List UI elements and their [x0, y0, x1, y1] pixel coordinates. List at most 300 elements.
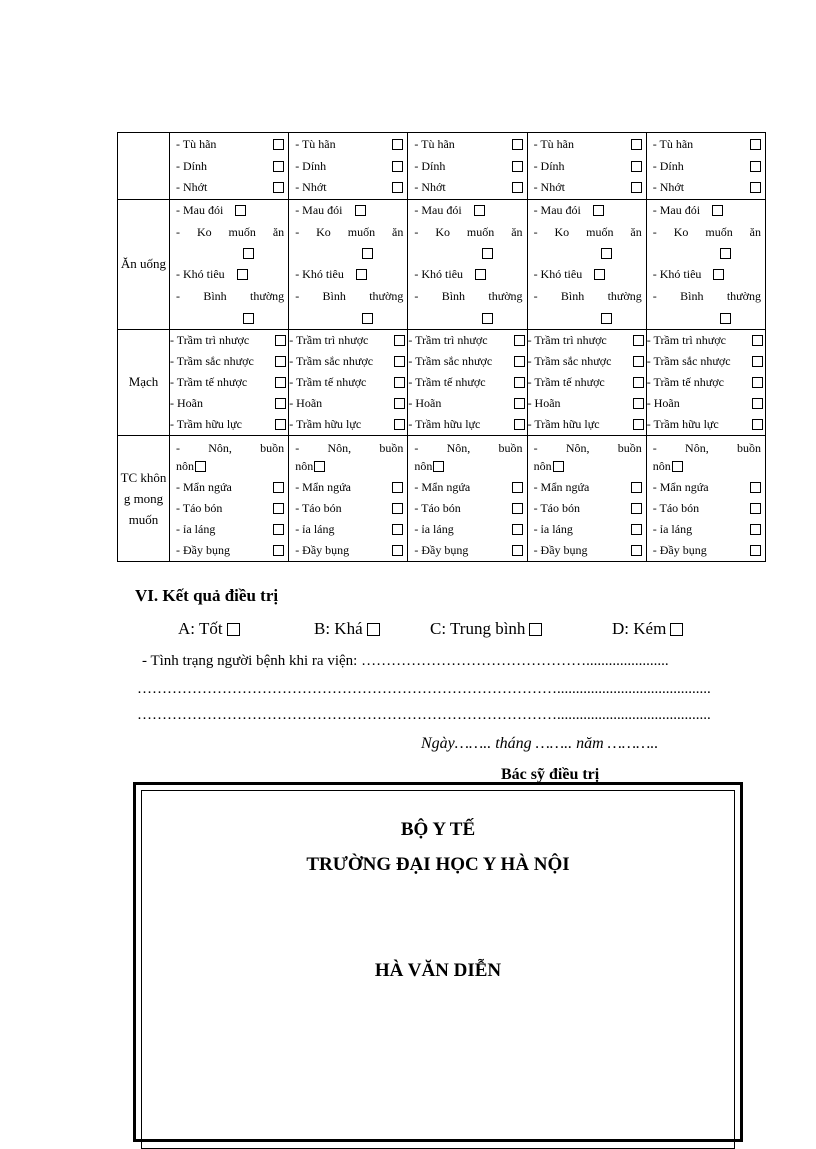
checkbox[interactable] [433, 461, 444, 472]
checkbox-option[interactable] [295, 540, 403, 561]
option-label: - Nhớt [652, 180, 685, 195]
checkbox[interactable] [482, 248, 493, 259]
checkbox-option[interactable] [295, 477, 403, 498]
checkbox[interactable] [512, 524, 523, 535]
option-label: - Trầm tế nhược [170, 374, 248, 389]
option-label: - Nhớt [176, 180, 208, 195]
checkbox-option[interactable] [653, 177, 761, 199]
word: - [176, 440, 180, 455]
checkbox-option[interactable] [176, 540, 284, 561]
checkbox-option[interactable] [414, 264, 522, 286]
checkbox[interactable] [752, 377, 763, 388]
checkbox-option[interactable] [653, 200, 761, 222]
checkbox[interactable] [593, 205, 604, 216]
checkbox[interactable] [750, 524, 761, 535]
option-label: - ỉa láng [414, 521, 454, 536]
grade-fair-label: B: Khá [314, 619, 363, 638]
grade-poor-label: D: Kém [612, 619, 667, 638]
checkbox-option[interactable] [176, 519, 284, 540]
checkbox-option[interactable] [534, 134, 642, 156]
checkbox-option[interactable] [653, 134, 761, 156]
checkbox[interactable] [512, 182, 523, 193]
checkbox-option[interactable] [414, 477, 522, 498]
checkbox[interactable] [752, 356, 763, 367]
checkbox-option[interactable] [289, 351, 405, 372]
checkbox[interactable] [631, 139, 642, 150]
checkbox[interactable] [631, 545, 642, 556]
table-cell [646, 133, 765, 200]
checkbox[interactable] [750, 139, 761, 150]
doctor-signature-label: Bác sỹ điều trị [501, 766, 600, 783]
checkbox[interactable] [672, 461, 683, 472]
checkbox[interactable] [362, 248, 373, 259]
checkbox[interactable] [275, 335, 286, 346]
checkbox[interactable] [514, 335, 525, 346]
checkbox[interactable] [367, 623, 380, 636]
checkbox[interactable] [392, 524, 403, 535]
checkbox-option[interactable] [653, 477, 761, 498]
checkbox[interactable] [720, 313, 731, 324]
checkbox-option[interactable] [414, 134, 522, 156]
option-label: - Trầm sắc nhược [289, 353, 374, 368]
option-label: - Trầm trì nhược [170, 332, 250, 347]
checkbox-option[interactable] [653, 286, 761, 308]
checkbox[interactable] [275, 377, 286, 388]
option-label: - Trầm hữu lực [646, 416, 719, 431]
option-label: nôn [176, 458, 194, 473]
word: - [533, 289, 538, 303]
checkbox[interactable] [633, 419, 644, 430]
checkbox-option[interactable] [176, 221, 284, 243]
checkbox[interactable] [356, 269, 367, 280]
checkbox-option[interactable] [534, 519, 642, 540]
checkbox[interactable] [529, 623, 542, 636]
checkbox-option[interactable] [295, 498, 403, 519]
checkbox[interactable] [514, 377, 525, 388]
option-label: - Trầm tế nhược [527, 374, 605, 389]
word: - [176, 224, 180, 239]
discharge-status-line: - Tình trạng người bệnh khi ra viện: ………………………………………...................... [142, 653, 669, 669]
checkbox-option[interactable] [170, 330, 286, 351]
option-label: - Trầm sắc nhược [170, 353, 254, 368]
checkbox[interactable] [631, 524, 642, 535]
word: - [295, 289, 300, 303]
grade-good-label: A: Tốt [178, 619, 223, 638]
grade-poor[interactable] [612, 619, 683, 639]
checkbox[interactable] [273, 545, 284, 556]
checkbox-option[interactable] [408, 393, 524, 414]
option-label: - Trầm hữu lực [408, 416, 481, 431]
checkbox[interactable] [631, 482, 642, 493]
table-cell [170, 199, 289, 329]
option-label: - Hoãn [527, 395, 561, 410]
word: Ko [673, 224, 689, 239]
checkbox-option[interactable] [289, 414, 405, 435]
checkbox-option[interactable] [653, 498, 761, 519]
checkbox[interactable] [273, 139, 284, 150]
checkbox-option[interactable] [176, 156, 284, 178]
option-label: - Mau đói [176, 202, 224, 217]
word: Nôn, [327, 440, 352, 455]
checkbox-option[interactable] [408, 330, 524, 351]
checkbox-option[interactable] [176, 477, 284, 498]
option-label: - Khó tiêu [295, 267, 344, 282]
checkbox[interactable] [631, 182, 642, 193]
option-label: - Trầm trì nhược [289, 332, 369, 347]
checkbox[interactable] [752, 335, 763, 346]
word: Bình [322, 289, 346, 303]
checkbox-option[interactable] [295, 221, 403, 243]
checkbox-option[interactable] [295, 519, 403, 540]
option-label: - Táo bón [295, 500, 342, 515]
table-cell [289, 133, 408, 200]
checkbox-option[interactable] [176, 498, 284, 519]
checkbox-option[interactable] [647, 351, 763, 372]
table-cell [527, 133, 646, 200]
option-label: - Táo bón [533, 500, 580, 515]
option-label: - Tù hãn [533, 137, 574, 152]
option-label: - ỉa láng [652, 521, 693, 536]
option-label: - Mau đói [652, 202, 701, 217]
table-cell [289, 329, 408, 435]
checkbox[interactable] [355, 205, 366, 216]
checkbox-option[interactable] [534, 540, 642, 561]
checkbox-option[interactable] [289, 330, 405, 351]
table-cell [408, 435, 527, 562]
checkbox[interactable] [713, 269, 724, 280]
checkbox-option[interactable] [289, 393, 405, 414]
checkbox-option[interactable] [653, 436, 761, 456]
row-label: Ăn uống [118, 199, 170, 329]
option-label: - Khó tiêu [176, 267, 225, 282]
option-label: - Trầm hữu lực [289, 416, 362, 431]
checkbox[interactable] [273, 161, 284, 172]
checkbox[interactable] [243, 248, 254, 259]
option-label: - Trầm hữu lực [527, 416, 600, 431]
checkbox-option[interactable] [295, 286, 403, 308]
option-label: - Mẩn ngứa [652, 479, 709, 494]
checkbox-option[interactable] [176, 134, 284, 156]
checkbox-option[interactable] [528, 351, 644, 372]
option-label: - Dính [533, 158, 565, 173]
word: ăn [272, 224, 285, 239]
checkbox[interactable] [392, 482, 403, 493]
checkbox-option[interactable] [534, 200, 642, 222]
word: muốn [586, 224, 614, 239]
checkbox[interactable] [512, 482, 523, 493]
checkbox[interactable] [601, 248, 612, 259]
word: - [176, 289, 180, 303]
checkbox-option[interactable] [289, 372, 405, 393]
checkbox[interactable] [273, 503, 284, 514]
checkbox-option[interactable] [295, 436, 403, 456]
row-label: TC không mong muốn [118, 435, 170, 562]
checkbox[interactable] [314, 461, 325, 472]
checkbox[interactable] [631, 503, 642, 514]
checkbox-option[interactable] [176, 436, 284, 456]
checkbox[interactable] [392, 182, 403, 193]
option-label: - Táo bón [176, 500, 223, 515]
checkbox[interactable] [512, 139, 523, 150]
checkbox[interactable] [750, 545, 761, 556]
word: Nôn, [208, 440, 232, 455]
checkbox[interactable] [512, 545, 523, 556]
option-label: - Tù hãn [414, 137, 455, 152]
checkbox[interactable] [227, 623, 240, 636]
word: ăn [630, 224, 642, 239]
option-label: - Tù hãn [652, 137, 694, 152]
checkbox[interactable] [750, 161, 761, 172]
grade-fair[interactable] [314, 619, 430, 639]
checkbox[interactable] [237, 269, 248, 280]
word: Ko [316, 224, 331, 239]
option-label: - Hoãn [646, 395, 680, 410]
option-label: - Trầm trì nhược [527, 332, 607, 347]
option-label: - Hoãn [170, 395, 203, 410]
option-label: - Mẩn ngứa [176, 479, 232, 494]
checkbox[interactable] [394, 419, 405, 430]
checkbox-option[interactable] [528, 330, 644, 351]
option-label: nôn [414, 458, 433, 473]
table-row [118, 435, 766, 562]
option-label: nôn [533, 458, 552, 473]
checkbox-option[interactable] [528, 372, 644, 393]
university-title: TRƯỜNG ĐẠI HỌC Y HÀ NỘI [306, 854, 570, 875]
option-label: - Trầm trì nhược [408, 332, 488, 347]
checkbox-option[interactable] [534, 286, 642, 308]
word: ăn [749, 224, 761, 239]
checkbox[interactable] [394, 398, 405, 409]
option-label: - Dính [652, 158, 684, 173]
checkbox[interactable] [275, 419, 286, 430]
checkbox[interactable] [594, 269, 605, 280]
option-label: - Trầm tế nhược [646, 374, 724, 389]
checkbox[interactable] [750, 503, 761, 514]
checkbox-option[interactable] [414, 177, 522, 199]
option-label: - Trầm sắc nhược [527, 353, 612, 368]
checkbox[interactable] [514, 419, 525, 430]
table-cell [170, 133, 289, 200]
symptom-table [117, 132, 766, 562]
word: - [295, 440, 300, 455]
checkbox[interactable] [512, 161, 523, 172]
checkbox-option[interactable] [170, 351, 286, 372]
checkbox-option[interactable] [647, 330, 763, 351]
checkbox-option[interactable] [176, 177, 284, 199]
checkbox-option[interactable] [414, 156, 522, 178]
option-label: - Táo bón [652, 500, 700, 515]
checkbox-option[interactable] [534, 477, 642, 498]
checkbox[interactable] [633, 356, 644, 367]
checkbox[interactable] [392, 545, 403, 556]
checkbox[interactable] [633, 377, 644, 388]
checkbox[interactable] [514, 356, 525, 367]
word: buồn [736, 440, 761, 455]
date-line: Ngày…….. tháng …….. năm ……….. [421, 735, 659, 752]
word: - [414, 224, 419, 239]
checkbox[interactable] [392, 161, 403, 172]
option-label: - Nhớt [533, 180, 565, 195]
word: buồn [379, 440, 404, 455]
checkbox[interactable] [752, 398, 763, 409]
checkbox[interactable] [631, 161, 642, 172]
checkbox-option[interactable] [653, 264, 761, 286]
checkbox[interactable] [514, 398, 525, 409]
table-cell [289, 435, 408, 562]
checkbox[interactable] [392, 139, 403, 150]
checkbox-option[interactable] [653, 519, 761, 540]
checkbox[interactable] [633, 335, 644, 346]
checkbox[interactable] [720, 248, 731, 259]
checkbox-option[interactable] [528, 414, 644, 435]
checkbox-option[interactable] [534, 436, 642, 456]
option-label: - Mẩn ngứa [414, 479, 471, 494]
checkbox-option[interactable] [295, 200, 403, 222]
table-row [118, 199, 766, 329]
checkbox-option[interactable] [653, 156, 761, 178]
word: ăn [511, 224, 523, 239]
option-label: - Trầm sắc nhược [408, 353, 493, 368]
option-label: - Trầm tế nhược [289, 374, 367, 389]
checkbox[interactable] [752, 419, 763, 430]
word: Ko [554, 224, 570, 239]
table-cell [289, 199, 408, 329]
checkbox-option[interactable] [408, 372, 524, 393]
checkbox-option[interactable] [414, 519, 522, 540]
word: Nôn, [685, 440, 709, 455]
table-cell [646, 435, 765, 562]
word: buồn [617, 440, 642, 455]
word: muốn [347, 224, 376, 239]
checkbox-option[interactable] [170, 414, 286, 435]
checkbox-option[interactable] [647, 414, 763, 435]
checkbox-option[interactable] [534, 156, 642, 178]
option-label: - ỉa láng [533, 521, 573, 536]
option-label: nôn [295, 458, 314, 473]
checkbox[interactable] [633, 398, 644, 409]
checkbox-option[interactable] [295, 264, 403, 286]
word: Bình [441, 289, 466, 303]
option-label: - Dính [295, 158, 327, 173]
checkbox[interactable] [273, 524, 284, 535]
table-cell [646, 199, 765, 329]
checkbox[interactable] [750, 482, 761, 493]
checkbox-option[interactable] [295, 156, 403, 178]
cover-page [133, 782, 743, 1142]
option-label: - Đầy bụng [414, 543, 469, 558]
grade-average[interactable] [430, 619, 612, 639]
checkbox-option[interactable] [176, 200, 284, 222]
checkbox[interactable] [243, 313, 254, 324]
checkbox-option[interactable] [170, 393, 286, 414]
table-cell [170, 329, 289, 435]
option-label: - Trầm tế nhược [408, 374, 486, 389]
word: muốn [228, 224, 256, 239]
checkbox[interactable] [601, 313, 612, 324]
table-cell [170, 435, 289, 562]
word: Bình [680, 289, 704, 303]
grade-options [178, 619, 683, 639]
table-cell [408, 133, 527, 200]
word: buồn [260, 440, 285, 455]
checkbox[interactable] [275, 398, 286, 409]
table-cell [408, 329, 527, 435]
checkbox[interactable] [362, 313, 373, 324]
checkbox-option[interactable] [653, 221, 761, 243]
checkbox-option[interactable] [408, 351, 524, 372]
word: thường [488, 289, 523, 303]
option-label: - Trầm hữu lực [170, 416, 243, 431]
checkbox-option[interactable] [170, 372, 286, 393]
option-label: - Trầm sắc nhược [646, 353, 731, 368]
checkbox[interactable] [512, 503, 523, 514]
checkbox[interactable] [394, 335, 405, 346]
checkbox-option[interactable] [408, 414, 524, 435]
grade-good[interactable] [178, 619, 314, 639]
option-label: - Đầy bụng [533, 543, 588, 558]
checkbox[interactable] [273, 482, 284, 493]
checkbox[interactable] [275, 356, 286, 367]
row-label: Mạch [118, 329, 170, 435]
word: thường [369, 289, 404, 303]
checkbox[interactable] [235, 205, 246, 216]
checkbox-option[interactable] [295, 177, 403, 199]
checkbox-option[interactable] [647, 393, 763, 414]
checkbox[interactable] [670, 623, 683, 636]
checkbox-option[interactable] [414, 221, 522, 243]
checkbox-option[interactable] [653, 540, 761, 561]
checkbox[interactable] [475, 269, 486, 280]
checkbox-option[interactable] [534, 498, 642, 519]
checkbox-option[interactable] [414, 200, 522, 222]
word: Ko [196, 224, 212, 239]
checkbox[interactable] [553, 461, 564, 472]
option-label: - Mau đói [533, 202, 581, 217]
checkbox[interactable] [392, 503, 403, 514]
checkbox-option[interactable] [647, 372, 763, 393]
checkbox[interactable] [273, 182, 284, 193]
word: muốn [466, 224, 495, 239]
checkbox[interactable] [712, 205, 723, 216]
option-label: - ỉa láng [176, 521, 216, 536]
option-label: - Đầy bụng [652, 543, 707, 558]
checkbox-option[interactable] [176, 264, 284, 286]
option-label: - Khó tiêu [652, 267, 702, 282]
word: buồn [498, 440, 523, 455]
option-label: - Mau đói [295, 202, 343, 217]
checkbox[interactable] [474, 205, 485, 216]
checkbox[interactable] [482, 313, 493, 324]
checkbox-option[interactable] [414, 436, 522, 456]
checkbox[interactable] [750, 182, 761, 193]
checkbox-option[interactable] [414, 540, 522, 561]
checkbox[interactable] [195, 461, 206, 472]
checkbox[interactable] [394, 356, 405, 367]
option-label: - Mẩn ngứa [295, 479, 352, 494]
checkbox-option[interactable] [534, 177, 642, 199]
word: muốn [705, 224, 733, 239]
checkbox-option[interactable] [528, 393, 644, 414]
checkbox-option[interactable] [176, 286, 284, 308]
checkbox-option[interactable] [534, 264, 642, 286]
ministry-title: BỘ Y TẾ [400, 819, 476, 840]
checkbox-option[interactable] [534, 221, 642, 243]
checkbox[interactable] [394, 377, 405, 388]
table-cell [646, 329, 765, 435]
checkbox-option[interactable] [295, 134, 403, 156]
checkbox-option[interactable] [414, 286, 522, 308]
checkbox-option[interactable] [414, 498, 522, 519]
